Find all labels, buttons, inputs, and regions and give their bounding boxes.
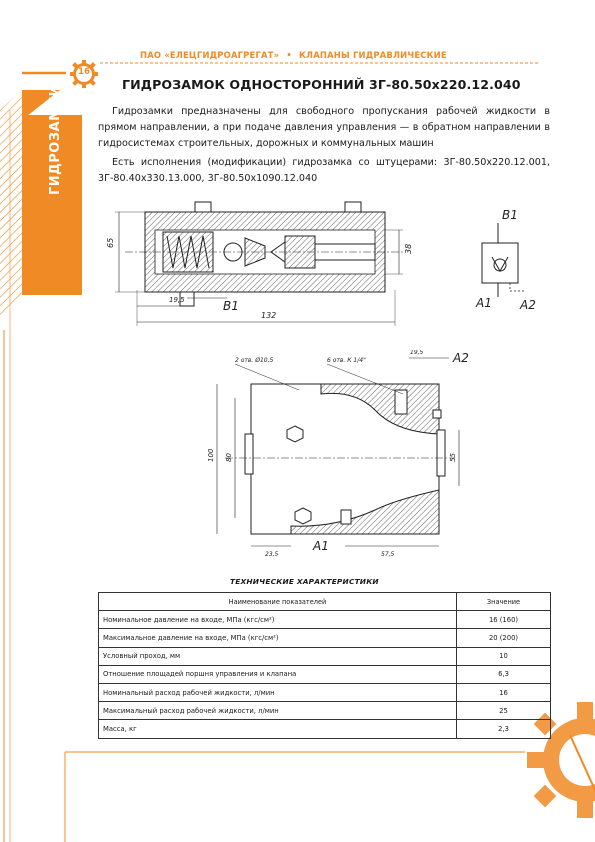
table-row — [99, 611, 551, 629]
spec-value: 25 — [457, 702, 551, 720]
running-header — [140, 50, 560, 60]
dim-height-outer: 100 — [207, 448, 215, 462]
thread-note: 6 отв. К 1/4" — [327, 357, 366, 364]
dim-length: 132 — [261, 311, 277, 320]
spec-value: 16 (160) — [457, 611, 551, 629]
dim-top: 19,5 — [410, 350, 424, 356]
dim-bottom-right: 57,5 — [381, 551, 395, 558]
table-row — [99, 720, 551, 738]
spec-value: 6,3 — [457, 665, 551, 683]
description-paragraph: Гидрозамки предназначены для свободного пропускания рабочей жидкости в прямом направлении, а при подаче давления управления — в обратном направлении в гидросистемах строительных, дорожных и коммунальных машин — [98, 106, 550, 150]
category-name: КЛАПАНЫ ГИДРАВЛИЧЕСКИЕ — [299, 50, 447, 60]
spec-value: 2,3 — [457, 720, 551, 738]
page-title: ГИДРОЗАМОК ОДНОСТОРОННИЙ 3Г-80.50х220.12.040 — [122, 77, 521, 92]
symbol-a1: А1 — [476, 296, 492, 310]
dim-bottom-left: 23,5 — [265, 551, 279, 558]
table-header-row — [99, 593, 551, 611]
spec-name: Максимальное давление на входе, МПа (кгс/см²) — [99, 629, 457, 647]
spec-name: Масса, кг — [99, 720, 457, 738]
page-number: 16 — [78, 67, 90, 77]
spec-name: Номинальный расход рабочей жидкости, л/мин — [99, 683, 457, 701]
side-section-label: ГИДРОЗАМКИ — [48, 84, 63, 195]
table-row — [99, 629, 551, 647]
dim-right-2: 55 — [449, 453, 457, 462]
company-name: ПАО «ЕЛЕЦГИДРОАГРЕГАТ» — [140, 50, 280, 60]
col-value-header: Значение — [457, 593, 551, 611]
dim-height-inner: 80 — [225, 453, 233, 462]
port-a2-label: А2 — [453, 351, 469, 365]
table-row — [99, 647, 551, 665]
spec-name: Условный проход, мм — [99, 647, 457, 665]
dim-small: 19,5 — [169, 296, 185, 304]
spec-name: Отношение площадей поршня управления и клапана — [99, 665, 457, 683]
header-bullet: • — [286, 50, 292, 60]
port-b1-label: В1 — [223, 299, 239, 313]
specs-table — [98, 592, 551, 739]
col-name-header: Наименование показателей — [99, 593, 457, 611]
specs-title: ТЕХНИЧЕСКИЕ ХАРАКТЕРИСТИКИ — [230, 577, 379, 586]
spec-value: 10 — [457, 647, 551, 665]
symbol-a2: А2 — [520, 298, 536, 312]
table-row — [99, 683, 551, 701]
symbol-b1: В1 — [502, 208, 518, 222]
spec-name: Номинальное давление на входе, МПа (кгс/см²) — [99, 611, 457, 629]
spec-name: Максимальный расход рабочей жидкости, л/мин — [99, 702, 457, 720]
spec-value: 20 (200) — [457, 629, 551, 647]
spec-value: 16 — [457, 683, 551, 701]
plan-drawing — [195, 350, 475, 560]
table-row — [99, 702, 551, 720]
port-a1-label: А1 — [313, 539, 329, 553]
hole-note: 2 отв. Ø10,5 — [235, 357, 274, 364]
dim-right: 38 — [404, 243, 413, 254]
dim-height: 65 — [106, 237, 115, 248]
section-drawing — [95, 190, 435, 330]
table-row — [99, 665, 551, 683]
modifications-paragraph: Есть исполнения (модификации) гидрозамка со штуцерами: 3Г-80.50х220.12.001, 3Г-80.40х330.13.000, 3Г-80.50х1090.12.040 — [98, 157, 550, 185]
hydraulic-symbol — [470, 205, 550, 315]
